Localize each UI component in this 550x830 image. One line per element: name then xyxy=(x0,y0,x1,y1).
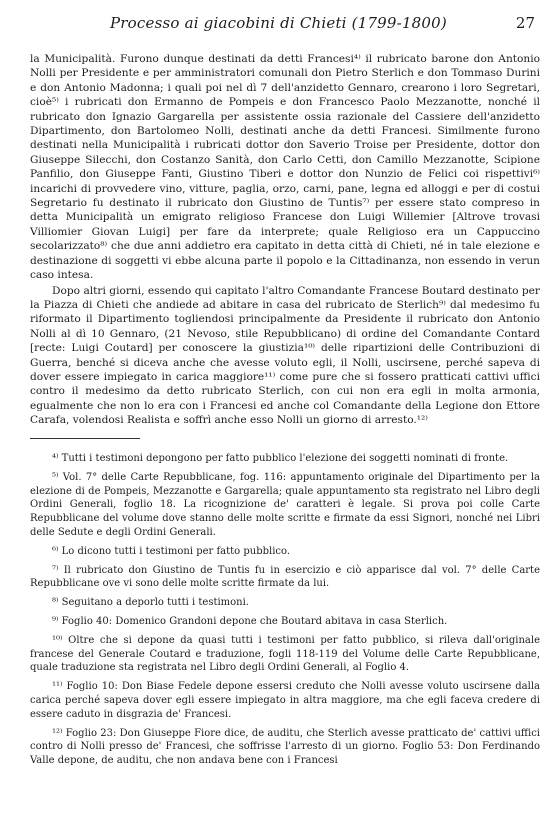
footnote-7: ⁷⁾ Il rubricato don Giustino de Tuntis fu in esercizio e ciò apparisce dal vol. 7° delle Carte Repubblicane ove vi sono delle molte scritte firmate da lui. xyxy=(30,564,540,590)
paragraph-1: la Municipalità. Furono dunque destinati da detti Francesi⁴⁾ il rubricato barone don Antonio Nolli per Presidente e per amministratori comunali don Pietro Sterlich e don Tommaso Durini e don Antonio Madonna; i quali poi nel dì 7 dell'anzidetto Gennaro, crearono i loro Segretari, cioè⁵⁾ i rubricati don Ermanno de Pompeis e don Francesco Paolo Mezzanotte, nonché il rubricato don Ignazio Gargarella per assistente ossia razionale del Cassiere dell'anzidetto Dipartimento, don Bartolomeo Nolli, destinati anche da detti Francesi. Similmente furono destinati nella Municipalità i rubricati dottor don Saverio Troise per Presidente, dottor don Giuseppe Silecchi, don Costanzo Sanità, don Carlo Cetti, don Camillo Mezzanotte, Scipione Panfilio, don Giuseppe Fanti, Giustino Tiberi e dottor don Nunzio de Felici coi rispettivi⁶⁾ incarichi di provvedere vino, vitture, paglia, orzo, carni, pane, legna ed alloggi e per di costui Segretario fu destinato il rubricato don Giustino de Tuntis⁷⁾ per essere stato compreso in detta Municipalità un emigrato religioso Francese don Luigi Willemier [Altrove trovasi Villiomier Giovan Luigi] per fare da interprete; quale Religioso era un Cappuccino secolarizzato⁸⁾ che due anni addietro era capitato in detta città di Chieti, né in tale elezione e destinazione di soggetti vi ebbe alcuna parte il popolo e la Cittadinanza, non essendo in verun caso intesa. xyxy=(30,53,540,282)
footnote-4: ⁴⁾ Tutti i testimoni depongono per fatto pubblico l'elezione dei soggetti nominati di fronte. xyxy=(52,453,509,464)
running-header xyxy=(30,14,535,36)
footnote-8: ⁸⁾ Seguitano a deporlo tutti i testimoni. xyxy=(52,597,249,609)
footnote-9: ⁹⁾ Foglio 40: Domenico Grandoni depone che Boutard abitava in casa Sterlich. xyxy=(52,615,448,627)
footnote-11: ¹¹⁾ Foglio 10: Don Biase Fedele depone essersi creduto che Nolli avesse voluto uscirsene dalla carica perché sapeva dover egli essere impiegato in altra maggiore, ma che egli faceva credere di essere caduto in disgrazia de' Francesi. xyxy=(30,681,540,720)
footnote-10: ¹⁰⁾ Oltre che si depone da quasi tutti i testimoni per fatto pubblico, si rileva dall'originale francese del Generale Coutard e traduzione, fogli 118-119 del Volume delle Carte Repubblicane, quale traduzione sta registrata nel Libro degli Ordini Generali, al Foglio 4. xyxy=(30,634,540,674)
main-text xyxy=(30,52,540,428)
paragraph-2: Dopo altri giorni, essendo qui capitato l'altro Comandante Francese Boutard destinato per la Piazza di Chieti che andiede ad abitare in casa del rubricato de Sterlich⁹⁾ dal medesimo fu riformato il Dipartimento togliendosi principalmente da Presidente il rubricato don Antonio Nolli al dì 10 Gennaro, (21 Nevoso, stile Repubblicano) di ordine del Comandante Contard [recte: Luigi Coutard] per conoscere la giustizia¹⁰⁾ delle ripartizioni delle Contribuzioni di Guerra, benché si diceva anche che avesse voluto egli, il Nolli, uscirsene, perché sapeva di dover essere impiegato in carica maggiore¹¹⁾ come pure che si fossero pratticati cattivi uffici contro il medesimo da detto rubricato Sterlich, con cui non era egli in molta armonia, egualmente che non lo era con i Francesi ed anche col Comandante della Legione don Ettore Carafa, volendosi Realista e soffrì anche esso Nolli un giorno di arresto.¹²⁾ xyxy=(30,284,540,427)
footnote-6: ⁶⁾ Lo dicono tutti i testimoni per fatto pubblico. xyxy=(52,545,291,557)
footnotes xyxy=(30,452,540,771)
footnote-5: ⁵⁾ Vol. 7° delle Carte Repubblicane, fog. 116: appuntamento originale del Dipartimento per la elezione di de Pompeis, Mezzanotte e Gargarella; quale appuntamento sta registrato nel Libro degli Ordini Generali, foglio 18. La ricognizione de' caratteri è legale. Si prova poi colle Carte Repubblicane del volume dove stanno delle molte scritte e firmate da essi Signori, nonché nei Libri delle Sedute e degli Ordini Generali. xyxy=(30,471,540,538)
running-title: Processo ai giacobini di Chieti (1799-1800) xyxy=(110,14,447,32)
footnote-12: ¹²⁾ Foglio 23: Don Giuseppe Fiore dice, de auditu, che Sterlich avesse pratticato de' cattivi uffici contro di Nolli presso de' Francesi, che soffrisse l'arresto di un giorno. Foglio 53: Don Ferdinando Valle depone, de auditu, che non andava bene con i Francesi xyxy=(30,727,540,767)
footnote-separator xyxy=(30,438,140,439)
page-number: 27 xyxy=(515,14,535,32)
